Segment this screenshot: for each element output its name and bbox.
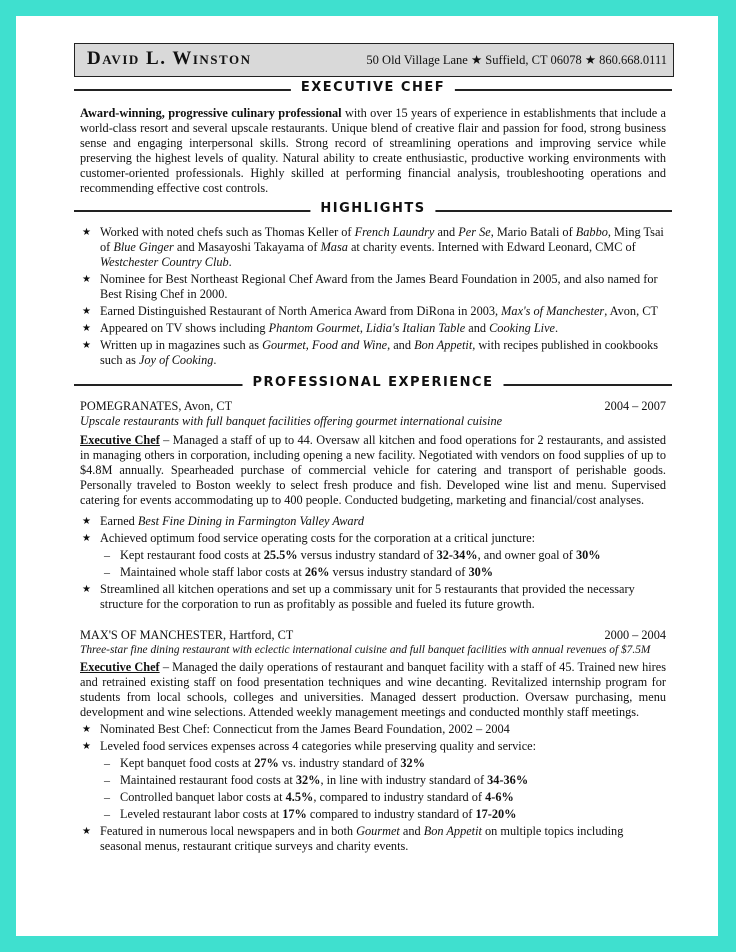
section-title: EXECUTIVE CHEF xyxy=(291,80,455,95)
job-title: Executive Chef xyxy=(80,433,160,447)
section-executive-chef xyxy=(74,82,672,96)
list-item: ★ Achieved optimum food service operating costs for the corporation at a critical juncture: xyxy=(82,531,536,545)
list-item: – Kept banquet food costs at 27% vs. industry standard of 32% xyxy=(104,756,425,770)
job-dates: 2000 – 2004 xyxy=(604,628,666,642)
list-item: – Maintained whole staff labor costs at 26% versus industry standard of 30% xyxy=(104,565,494,579)
list-item: – Leveled restaurant labor costs at 17% compared to industry standard of 17-20% xyxy=(104,807,517,821)
section-highlights xyxy=(74,203,672,217)
resume-page xyxy=(16,16,718,936)
star-icon: ★ xyxy=(82,516,91,527)
list-item: ★ Appeared on TV shows including Phantom Gourmet, Lidia's Italian Table and Cooking Live. xyxy=(82,321,559,335)
star-icon: ★ xyxy=(82,826,91,837)
list-item: ★ Leveled food services expenses across 4 categories while preserving quality and service: xyxy=(82,739,537,753)
list-item: ★ Written up in magazines such as Gourmet, Food and Wine, and Bon Appetit, with recipes published in cookbooks such as Joy of Cooking. xyxy=(82,338,659,367)
employer: MAX'S OF MANCHESTER, Hartford, CT xyxy=(80,628,294,642)
list-item: – Maintained restaurant food costs at 32%, in line with industry standard of 34-36% xyxy=(104,773,529,787)
star-icon: ★ xyxy=(82,340,91,351)
dash-icon: – xyxy=(104,548,110,562)
summary-lead: Award-winning, progressive culinary professional xyxy=(80,106,342,120)
star-icon: ★ xyxy=(82,724,91,735)
highlights-list xyxy=(80,225,666,370)
list-item: ★ Earned Best Fine Dining in Farmington Valley Award xyxy=(82,514,365,528)
employer-tagline: Upscale restaurants with full banquet facilities offering gourmet international cuisine xyxy=(80,414,503,428)
star-icon: ★ xyxy=(82,741,91,752)
dash-icon: – xyxy=(104,790,110,804)
job-description: Executive Chef – Managed a staff of up to 44. Oversaw all kitchen and food operations for 2 restaurants, and assisted in managing others in corporation, including opening a new facility. Negotiated with vendors on food supplies of up to $4.8M annually. Spearheaded purchase of commercial vehicle for catering and transport of perishable goods. Personally traveled to Boston weekly to select fresh produce and fish. Developed wine list and menu. Supervised catering for events accommodating up to 400 people. Conducted budgeting, marketing and financial/cost analyses. xyxy=(80,433,666,507)
star-icon: ★ xyxy=(82,227,91,238)
job-title: Executive Chef xyxy=(80,660,160,674)
list-item: – Kept restaurant food costs at 25.5% versus industry standard of 32-34%, and owner goal of 30% xyxy=(104,548,601,562)
list-item: ★ Featured in numerous local newspapers and in both Gourmet and Bon Appetit on multiple topics including seasonal menus, restaurant critique surveys and charity events. xyxy=(82,824,624,853)
list-item: ★ Streamlined all kitchen operations and set up a commissary unit for 5 restaurants that provided the necessary structure for the corporation to run as profitably as possible and fueled its future growth. xyxy=(82,582,635,611)
list-item: ★ Nominated Best Chef: Connecticut from the James Beard Foundation, 2002 – 2004 xyxy=(82,722,510,736)
star-icon: ★ xyxy=(82,533,91,544)
star-icon: ★ xyxy=(82,306,91,317)
name-header-box xyxy=(74,43,674,77)
contact-info: 50 Old Village Lane ★ Suffield, CT 06078 ★ 860.668.0111 xyxy=(366,53,667,67)
summary-paragraph xyxy=(80,106,666,196)
candidate-name: David L. Winston xyxy=(87,48,252,69)
section-title: HIGHLIGHTS xyxy=(310,201,435,216)
employer-tagline: Three-star fine dining restaurant with eclectic international cuisine and full banquet facilities with annual revenues of $7.5M xyxy=(80,644,651,656)
job-dates: 2004 – 2007 xyxy=(604,399,666,413)
summary-text: with over 15 years of experience in establishments that include a world-class resort and several upscale restaurants. Unique blend of creative flair and passion for food, strong business sense and engaging interpersonal skills. Strong record of streamlining operations and improving service while preserving the highest levels of quality. Natural ability to create enthusiastic, productive working environments with customer-oriented professionals. Highly skilled at performing financial analysis, troubleshooting operations and recommending effective cost controls. xyxy=(80,106,667,195)
star-icon: ★ xyxy=(82,274,91,285)
section-title: PROFESSIONAL EXPERIENCE xyxy=(243,375,504,390)
dash-icon: – xyxy=(104,565,110,579)
dash-icon: – xyxy=(104,773,110,787)
job-pomegranates xyxy=(80,399,666,614)
list-item: ★ Nominee for Best Northeast Regional Chef Award from the James Beard Foundation in 2005, and also named for Best Rising Chef in 2000. xyxy=(82,272,658,301)
list-item: – Controlled banquet labor costs at 4.5%, compared to industry standard of 4-6% xyxy=(104,790,514,804)
job-maxs-of-manchester xyxy=(80,628,666,856)
job-description: Executive Chef – Managed the daily operations of restaurant and banquet facility with a staff of 45. Trained new hires and retrained existing staff on food presentation techniques and wine decanting. Revitalized internship program for students from local schools, colleges and universities. Managed dessert production. Oversaw purchasing, menu development and wine selections. Attended weekly management meetings and conducted monthly staff meetings. xyxy=(80,660,666,719)
list-item: ★ Worked with noted chefs such as Thomas Keller of French Laundry and Per Se, Mario Batali of Babbo, Ming Tsai of Blue Ginger and Masayoshi Takayama of Masa at charity events. Interned with Edward Leonard, CMC of Westchester Country Club. xyxy=(82,225,664,269)
star-icon: ★ xyxy=(82,323,91,334)
star-icon: ★ xyxy=(82,584,91,595)
section-professional-experience xyxy=(74,377,672,391)
dash-icon: – xyxy=(104,807,110,821)
dash-icon: – xyxy=(104,756,110,770)
employer: POMEGRANATES, Avon, CT xyxy=(80,399,233,413)
list-item: ★ Earned Distinguished Restaurant of North America Award from DiRona in 2003, Max's of Manchester, Avon, CT xyxy=(82,304,658,318)
